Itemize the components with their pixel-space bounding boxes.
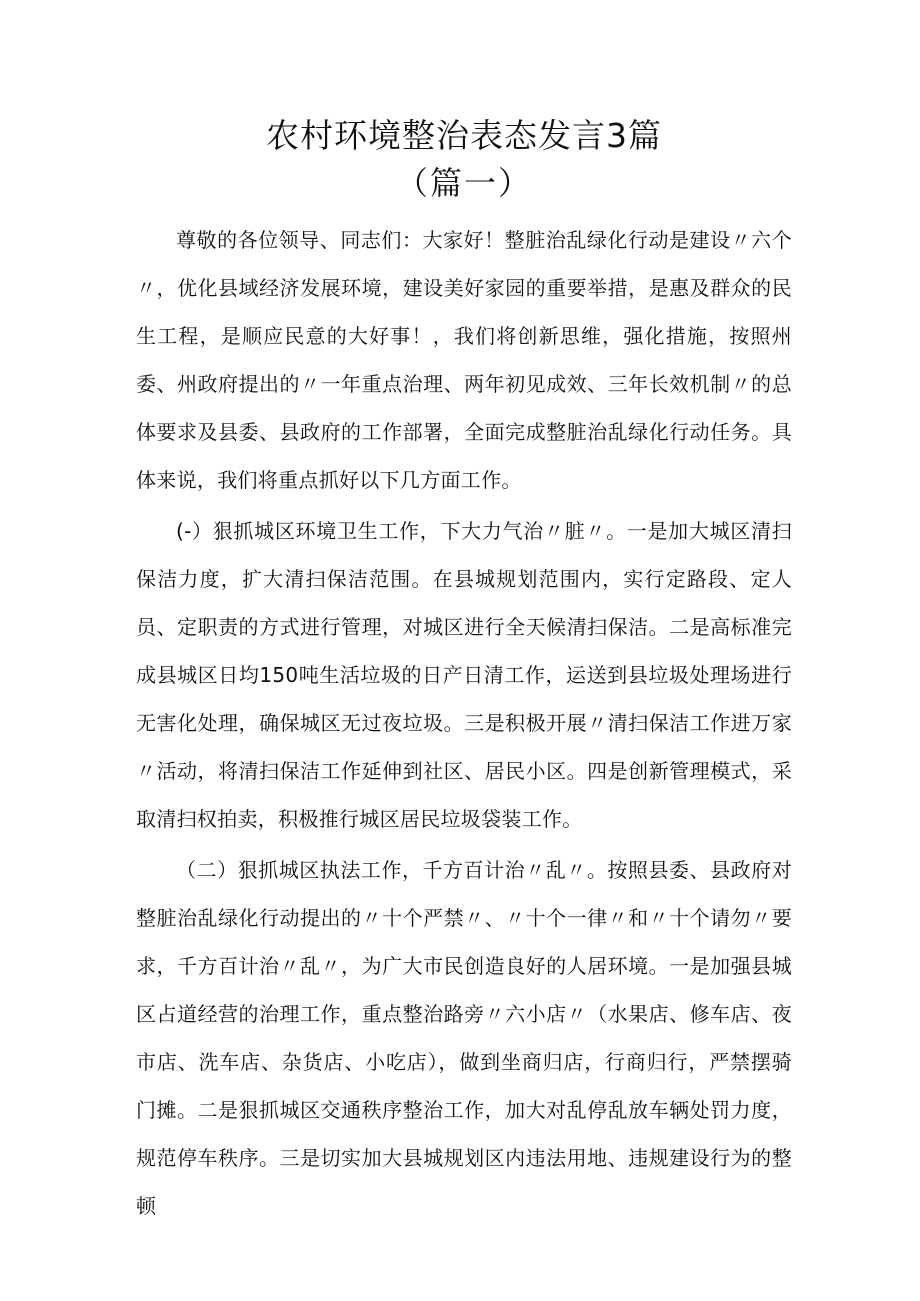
document-title: 农村环境整治表态发言3篇 [266,116,662,155]
document-subtitle: （篇一） [395,164,532,202]
paragraph-section-2: （二）狠抓城区执法工作，千方百计治〃乱〃。按照县委、县政府对整脏治乱绿化行动提出的〃十个严禁〃、〃十个一律〃和〃十个请勿〃要求，千方百计治〃乱〃，为广大市民创造良好的人居环境。一是加强县城区占道经营的治理工作，重点整治路旁〃六小店〃（水果店、修车店、夜市店、洗车店、杂货店、小吃店），做到坐商归店，行商归行，严禁摆骑门摊。二是狠抓城区交通秩序整治工作，加大对乱停乱放车辆处罚力度，规范停车秩序。三是切实加大县城规划区内违法用地、违规建设行为的整顿 [136,858,792,1218]
paragraph-section-1: (-）狠抓城区环境卫生工作，下大力气治〃脏〃。一是加大城区清扫保洁力度，扩大清扫保洁范围。在县城规划范围内，实行定路段、定人员、定职责的方式进行管理，对城区进行全天候清扫保洁。二是高标准完成县城区日均150吨生活垃圾的日产日清工作，运送到县垃圾处理场进行无害化处理，确保城区无过夜垃圾。三是积极开展〃清扫保洁工作进万家〃活动，将清扫保洁工作延伸到社区、居民小区。四是创新管理模式，采取清扫权拍卖，积极推行城区居民垃圾袋装工作。 [136,519,792,831]
paragraph-intro: 尊敬的各位领导、同志们：大家好！整脏治乱绿化行动是建设〃六个〃，优化县域经济发展环境，建设美好家园的重要举措，是惠及群众的民生工程，是顺应民意的大好事！，我们将创新思维，强化措施，按照州委、州政府提出的〃一年重点治理、两年初见成效、三年长效机制〃的总体要求及县委、县政府的工作部署，全面完成整脏治乱绿化行动任务。具体来说，我们将重点抓好以下几方面工作。 [136,228,792,492]
